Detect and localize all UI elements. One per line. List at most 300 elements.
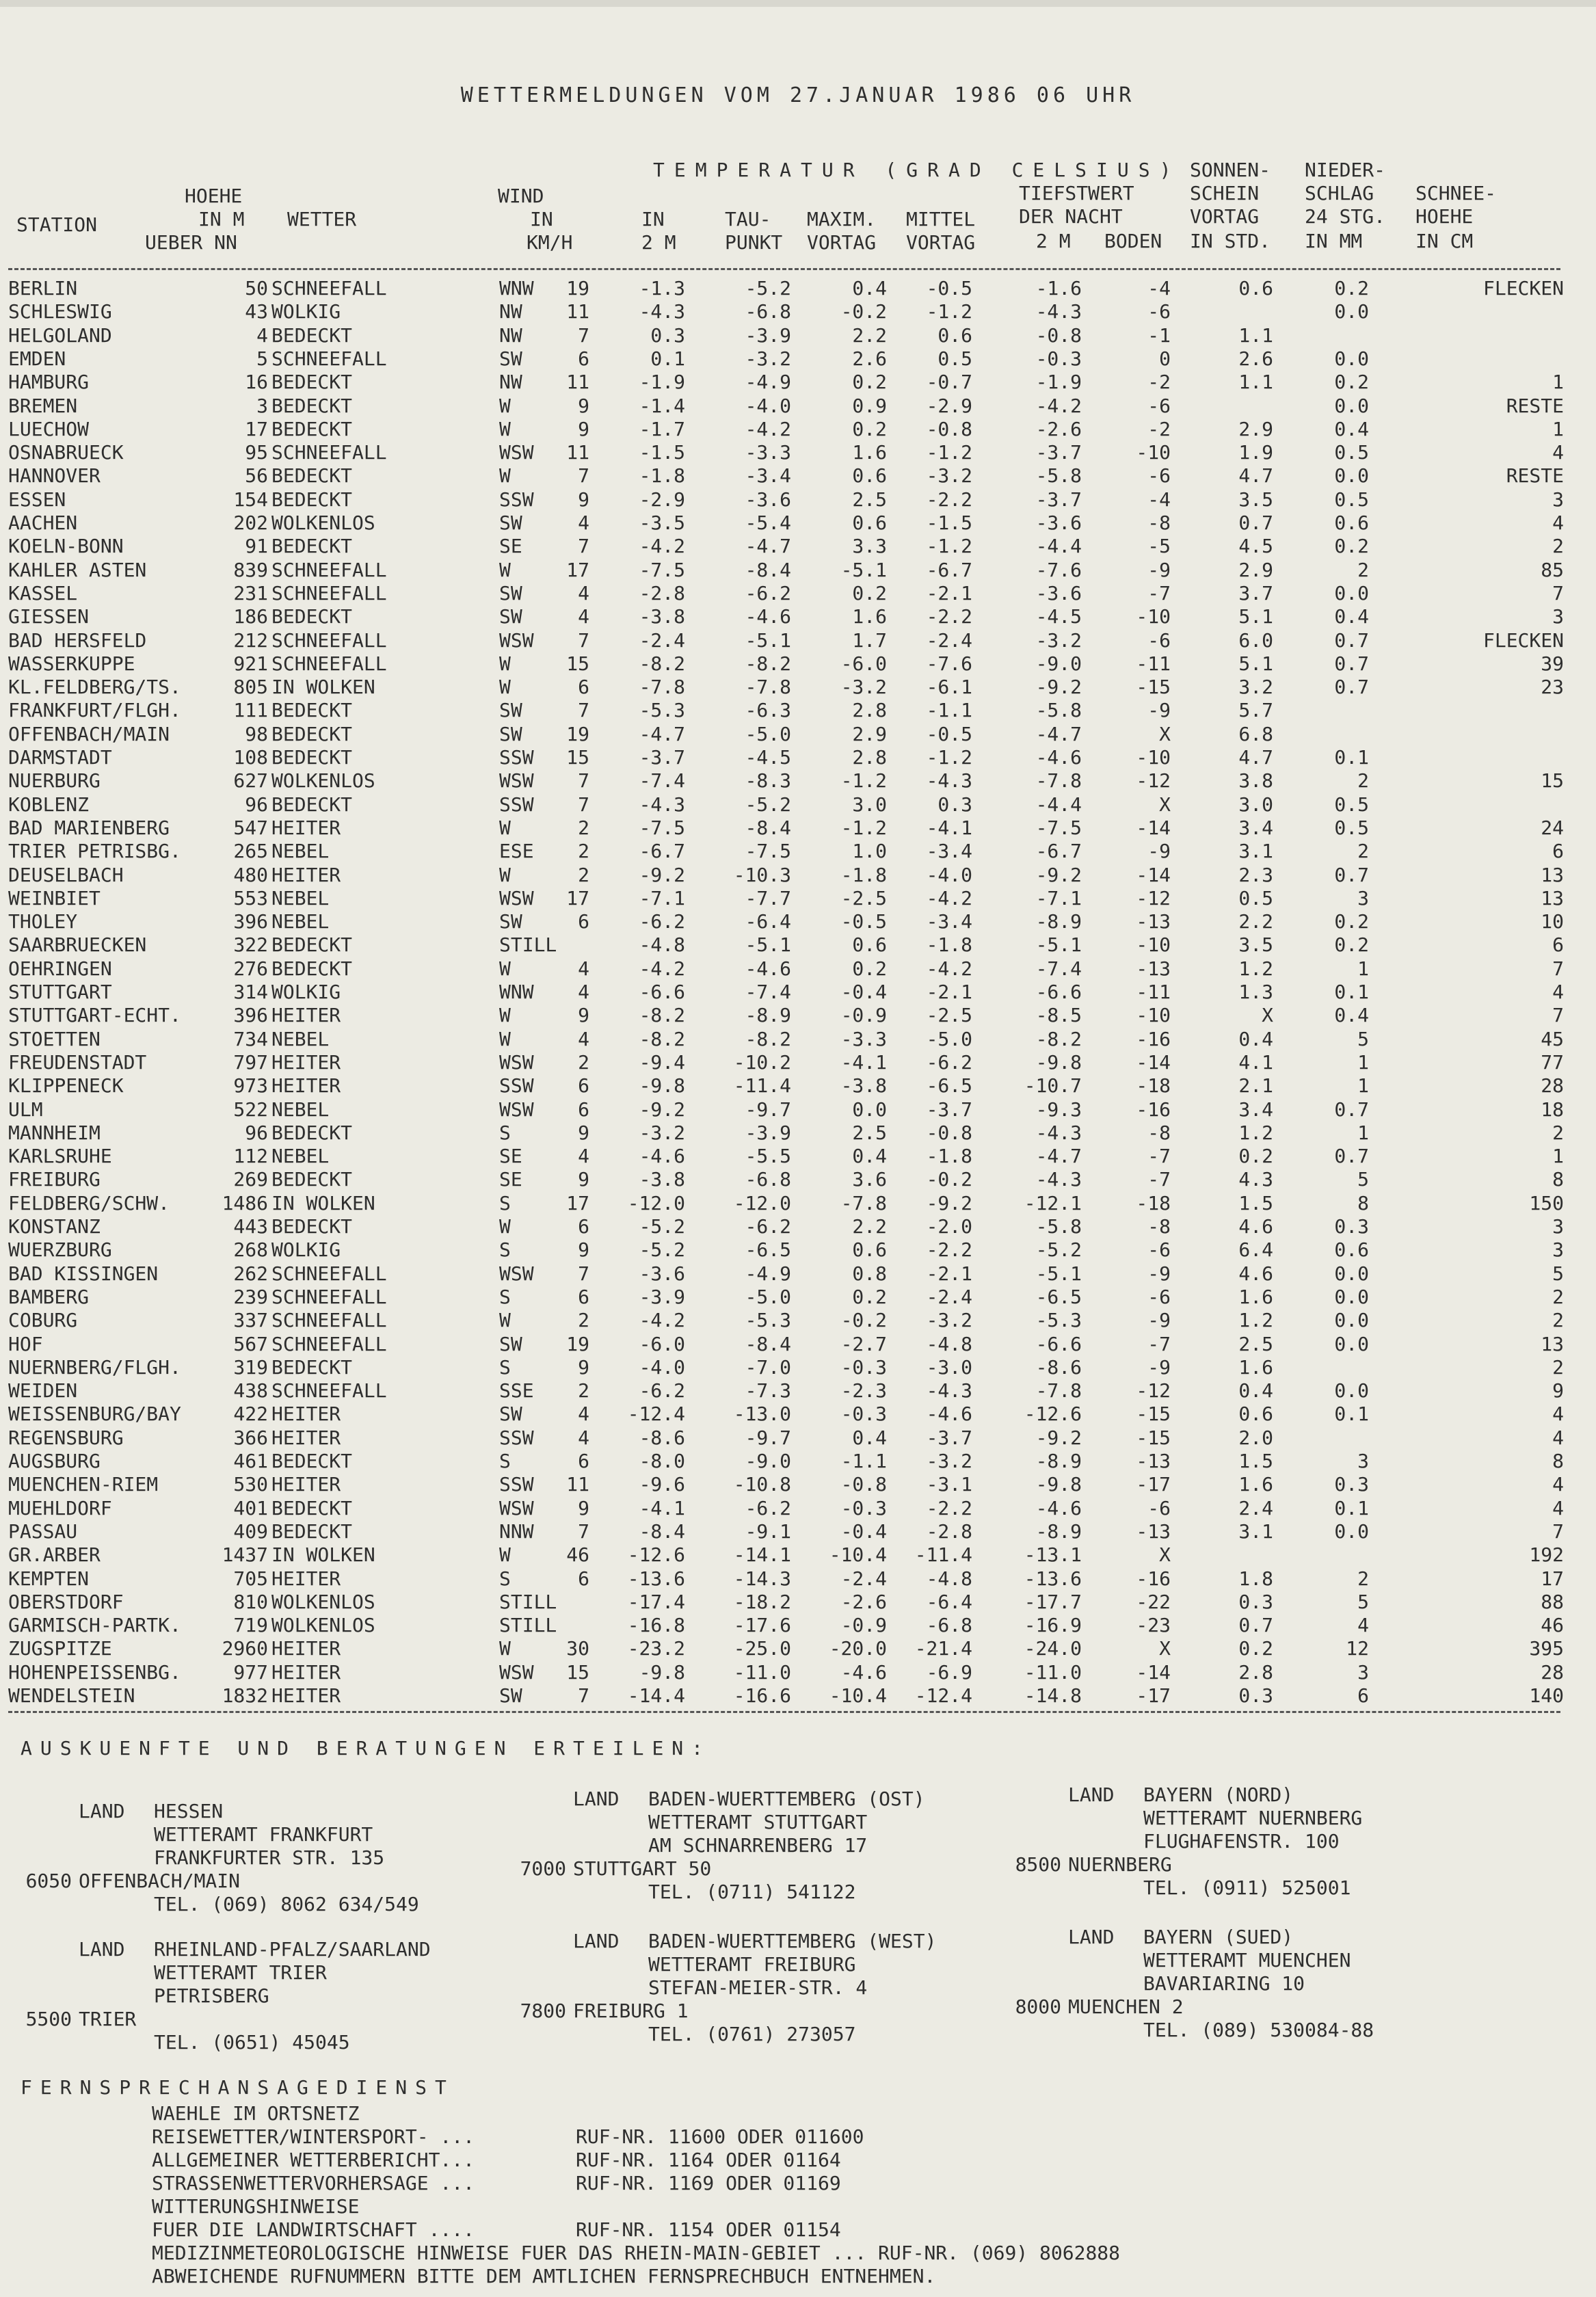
cell-wind-dir: W [499,417,511,440]
cell-mittel: -6.4 [926,1590,972,1613]
cell-schnee: 3 [1552,605,1564,628]
cell-wind-spd: 4 [578,957,589,980]
cell-taupunkt: -11.4 [733,1074,791,1098]
cell-schnee: 1 [1552,1145,1564,1168]
cell-sonne: 3.1 [1238,840,1273,863]
cell-taupunkt: -5.1 [745,628,791,652]
cell-wind-dir: SW [499,699,522,722]
cell-boden: -7 [1147,1168,1171,1191]
cell-station: OEHRINGEN [8,957,112,980]
fernsprech-intro: WAEHLE IM ORTSNETZ [152,2102,360,2125]
cell-wind-spd: 6 [578,1074,589,1098]
cell-station: GIESSEN [8,605,90,628]
service-number: RUF-NR. 11600 ODER 011600 [576,2125,864,2148]
cell-temp2m: -2.9 [639,488,685,511]
cell-hoehe: 239 [233,1285,268,1308]
cell-maxim: 1.6 [852,441,887,464]
cell-boden: -5 [1147,535,1171,558]
cell-temp2m: -3.5 [639,512,685,534]
plz: 8500 [1015,1853,1061,1876]
table-row [8,1145,1564,1168]
cell-maxim: -0.8 [840,1473,887,1496]
cell-taupunkt: -6.5 [745,1238,791,1262]
cell-wetter: SCHNEEFALL [271,1285,387,1308]
cell-wind-spd: 17 [566,1191,589,1214]
cell-sonne: 1.6 [1238,1285,1273,1308]
cell-wind-spd: 6 [578,1098,589,1121]
cell-wind-spd: 7 [578,1684,589,1707]
cell-boden: -10 [1136,605,1171,628]
cell-wind-dir: SSE [499,1379,534,1403]
table-row [8,1332,1564,1356]
cell-nieder: 6 [1357,1684,1369,1707]
header-maxim-1: MAXIM. [807,208,877,230]
cell-taupunkt: -10.2 [733,1050,791,1074]
cell-mittel: -4.8 [926,1332,972,1355]
cell-maxim: 0.9 [852,394,887,417]
cell-tief2m: -8.6 [1035,1355,1082,1379]
cell-tief2m: -4.4 [1035,793,1082,816]
service-label: STRASSENWETTERVORHERSAGE ... [152,2172,475,2194]
cell-station: HANNOVER [8,464,101,488]
header-divider [8,268,1560,270]
cell-tief2m: -7.4 [1035,957,1082,980]
table-row [8,324,1560,347]
cell-wind-dir: STILL [499,933,557,957]
cell-wind-dir: SSW [499,488,534,511]
cell-temp2m: -8.2 [639,1027,685,1050]
cell-hoehe: 17 [245,417,268,440]
cell-temp2m: -4.3 [639,793,685,816]
cell-nieder: 5 [1357,1168,1369,1191]
cell-wind-spd: 17 [566,558,589,581]
cell-boden: -2 [1147,417,1171,440]
table-row [8,1473,1564,1496]
cell-mittel: -4.6 [926,1403,972,1426]
cell-hoehe: 56 [245,464,268,488]
service-number: RUF-NR. 1169 ODER 01169 [576,2172,841,2194]
cell-station: FREUDENSTADT [8,1050,147,1074]
cell-schnee: 45 [1541,1027,1564,1050]
cell-wind-spd: 7 [578,323,589,347]
cell-tief2m: -5.8 [1035,1215,1082,1238]
cell-sonne: 1.5 [1238,1191,1273,1214]
cell-tief2m: -1.6 [1035,277,1082,300]
cell-nieder: 0.2 [1334,277,1369,300]
cell-wind-dir: SW [499,1403,522,1426]
land-label: LAND [79,1938,125,1961]
cell-wetter: HEITER [271,1074,341,1098]
cell-wetter: SCHNEEFALL [271,581,387,605]
cell-mittel: -0.2 [926,1168,972,1191]
cell-temp2m: 0.3 [650,323,685,347]
cell-sonne: 1.6 [1238,1355,1273,1379]
table-row [8,1637,1564,1660]
cell-hoehe: 973 [233,1074,268,1098]
cell-schnee: 4 [1552,1496,1564,1519]
cell-hoehe: 91 [245,535,268,558]
table-row [8,371,1564,394]
cell-boden: X [1159,1543,1171,1567]
land-label: LAND [1068,1926,1115,1948]
cell-wetter: SCHNEEFALL [271,1262,387,1285]
cell-hoehe: 337 [233,1309,268,1332]
cell-maxim: 0.0 [852,1098,887,1121]
cell-wind-spd: 17 [566,886,589,909]
cell-boden: X [1159,1637,1171,1660]
cell-wind-spd: 19 [566,722,589,745]
cell-wind-dir: WSW [499,886,534,909]
cell-hoehe: 231 [233,581,268,605]
cell-mittel: -4.8 [926,1567,972,1590]
cell-schnee: 6 [1552,933,1564,957]
cell-taupunkt: -3.3 [745,441,791,464]
cell-taupunkt: -8.4 [745,816,791,839]
cell-station: MUENCHEN-RIEM [8,1473,159,1496]
cell-station: KLIPPENECK [8,1074,124,1098]
cell-tief2m: -7.1 [1035,886,1082,909]
table-row [8,1379,1564,1403]
ort: FREIBURG 1 [573,2000,689,2022]
cell-boden: 0 [1159,347,1171,370]
cell-mittel: -12.4 [914,1684,972,1707]
cell-station: KAHLER ASTEN [8,558,147,581]
cell-hoehe: 96 [245,793,268,816]
cell-boden: -8 [1147,1215,1171,1238]
cell-wind-spd: 9 [578,488,589,511]
cell-wetter: WOLKENLOS [271,769,375,793]
cell-tief2m: -2.6 [1035,417,1082,440]
cell-temp2m: -4.0 [639,1355,685,1379]
cell-nieder: 0.4 [1334,605,1369,628]
cell-wind-dir: SE [499,1168,522,1191]
cell-wind-dir: W [499,394,511,417]
cell-taupunkt: -12.0 [733,1191,791,1214]
cell-hoehe: 1832 [222,1684,268,1707]
header-nieder-4: IN MM [1305,230,1363,252]
cell-station: COBURG [8,1309,78,1332]
cell-sonne: 1.2 [1238,957,1273,980]
cell-boden: -9 [1147,840,1171,863]
cell-taupunkt: -5.0 [745,1285,791,1308]
cell-wind-spd: 30 [566,1637,589,1660]
cell-station: NUERBURG [8,769,101,793]
service-label: FUER DIE LANDWIRTSCHAFT .... [152,2218,475,2241]
cell-maxim: -0.3 [840,1403,887,1426]
cell-station: STUTTGART-ECHT. [8,1004,181,1027]
cell-boden: -7 [1147,1332,1171,1355]
cell-station: STUTTGART [8,981,112,1003]
cell-sonne: 6.8 [1238,722,1273,745]
cell-mittel: -4.2 [926,886,972,909]
cell-taupunkt: -3.9 [745,1121,791,1144]
cell-taupunkt: -4.6 [745,605,791,628]
cell-boden: -18 [1136,1074,1171,1098]
cell-hoehe: 719 [233,1614,268,1637]
cell-taupunkt: -6.4 [745,910,791,933]
cell-mittel: -2.5 [926,1004,972,1027]
service-number: RUF-NR. 1154 ODER 01154 [576,2218,841,2241]
cell-boden: -13 [1136,910,1171,933]
cell-wind-spd: 9 [578,1355,589,1379]
cell-schnee: 8 [1552,1168,1564,1191]
cell-tief2m: -4.6 [1035,746,1082,769]
cell-wetter: BEDECKT [271,699,353,722]
cell-taupunkt: -5.1 [745,933,791,957]
cell-sonne: 1.2 [1238,1309,1273,1332]
cell-wind-dir: WSW [499,769,534,793]
cell-tief2m: -6.6 [1035,1332,1082,1355]
cell-maxim: 0.2 [852,371,887,394]
cell-schnee: 28 [1541,1660,1564,1684]
cell-hoehe: 627 [233,769,268,793]
cell-mittel: -1.5 [926,512,972,534]
cell-temp2m: -9.2 [639,1098,685,1121]
cell-sonne: 0.4 [1238,1027,1273,1050]
cell-station: ESSEN [8,488,66,511]
telephone: TEL. (0761) 273057 [648,2023,856,2045]
cell-tief2m: -16.9 [1024,1614,1082,1637]
cell-mittel: -2.1 [926,1262,972,1285]
cell-wetter: BEDECKT [271,464,353,488]
cell-maxim: 0.6 [852,933,887,957]
cell-temp2m: -3.9 [639,1285,685,1308]
cell-wind-dir: SW [499,347,522,370]
cell-hoehe: 839 [233,558,268,581]
cell-station: BAD MARIENBERG [8,816,170,839]
cell-nieder: 4 [1357,1614,1369,1637]
page-title: WETTERMELDUNGEN VOM 27.JANUAR 1986 06 UHR [460,83,1136,107]
table-row [8,628,1564,652]
table-row [8,1543,1564,1567]
cell-boden: -12 [1136,1379,1171,1403]
cell-wetter: BEDECKT [271,417,353,440]
cell-temp2m: -4.3 [639,300,685,323]
cell-wind-dir: WSW [499,1262,534,1285]
cell-station: FRANKFURT/FLGH. [8,699,181,722]
cell-temp2m: -1.8 [639,464,685,488]
header-sonne-1: SONNEN- [1190,159,1271,181]
cell-tief2m: -8.2 [1035,1027,1082,1050]
header-maxim-2: VORTAG [807,231,877,254]
cell-schnee: 10 [1541,910,1564,933]
cell-hoehe: 202 [233,512,268,534]
cell-sonne: 4.7 [1238,464,1273,488]
cell-taupunkt: -4.0 [745,394,791,417]
land-name: HESSEN [154,1800,224,1822]
cell-boden: -16 [1136,1027,1171,1050]
cell-maxim: 0.8 [852,1262,887,1285]
cell-hoehe: 1486 [222,1191,268,1214]
table-row [8,1426,1564,1450]
cell-hoehe: 461 [233,1450,268,1472]
cell-taupunkt: -5.2 [745,277,791,300]
cell-wind-spd: 7 [578,793,589,816]
cell-taupunkt: -16.6 [733,1684,791,1707]
cell-taupunkt: -7.0 [745,1355,791,1379]
cell-boden: -12 [1136,886,1171,909]
street: FLUGHAFENSTR. 100 [1143,1830,1340,1853]
telephone: TEL. (0711) 541122 [648,1881,856,1903]
cell-tief2m: -8.9 [1035,1450,1082,1472]
cell-station: WASSERKUPPE [8,652,135,675]
cell-mittel: -0.5 [926,722,972,745]
cell-wind-spd: 7 [578,535,589,558]
header-wind-2: IN [530,208,553,230]
cell-wetter: NEBEL [271,840,330,863]
cell-schnee: 46 [1541,1614,1564,1637]
cell-wind-dir: NW [499,371,522,394]
amt: WETTERAMT MUENCHEN [1143,1949,1351,1971]
cell-sonne: 0.5 [1238,886,1273,909]
cell-maxim: 2.5 [852,1121,887,1144]
cell-wind-dir: STILL [499,1590,557,1613]
cell-nieder: 5 [1357,1590,1369,1613]
cell-wetter: BEDECKT [271,722,353,745]
cell-schnee: FLECKEN [1482,628,1564,652]
cell-maxim: -0.2 [840,300,887,323]
cell-wetter: HEITER [271,1567,341,1590]
cell-station: FREIBURG [8,1168,101,1191]
cell-station: WEINBIET [8,886,101,909]
cell-taupunkt: -6.8 [745,1168,791,1191]
cell-temp2m: -4.2 [639,535,685,558]
table-row [8,816,1564,840]
cell-station: BERLIN [8,277,78,300]
cell-tief2m: -1.9 [1035,371,1082,394]
cell-nieder: 0.5 [1334,441,1369,464]
cell-temp2m: -9.4 [639,1050,685,1074]
land-label: LAND [573,1788,620,1810]
cell-wind-dir: SSW [499,746,534,769]
cell-hoehe: 16 [245,371,268,394]
cell-tief2m: -3.7 [1035,441,1082,464]
cell-sonne: 2.6 [1238,347,1273,370]
cell-sonne: 5.1 [1238,652,1273,675]
table-row [8,1450,1564,1473]
cell-boden: -4 [1147,488,1171,511]
cell-station: STOETTEN [8,1027,101,1050]
cell-wind-spd: 9 [578,1496,589,1519]
cell-taupunkt: -8.2 [745,1027,791,1050]
cell-wind-dir: WSW [499,1496,534,1519]
cell-hoehe: 443 [233,1215,268,1238]
cell-tief2m: -9.0 [1035,652,1082,675]
cell-tief2m: -12.1 [1024,1191,1082,1214]
cell-taupunkt: -3.6 [745,488,791,511]
cell-nieder: 0.0 [1334,1262,1369,1285]
cell-wetter: NEBEL [271,1145,330,1168]
land-label: LAND [573,1930,620,1952]
cell-hoehe: 5 [256,347,268,370]
cell-wind-spd: 11 [566,441,589,464]
cell-station: THOLEY [8,910,78,933]
cell-wetter: BEDECKT [271,323,353,347]
cell-temp2m: -9.8 [639,1660,685,1684]
cell-taupunkt: -9.0 [745,1450,791,1472]
cell-nieder: 8 [1357,1191,1369,1214]
cell-station: KEMPTEN [8,1567,90,1590]
table-row [8,957,1564,981]
cell-wind-dir: WNW [499,277,534,300]
cell-mittel: -2.2 [926,1238,972,1262]
cell-wind-spd: 4 [578,581,589,605]
cell-nieder: 0.0 [1334,1309,1369,1332]
cell-boden: -6 [1147,464,1171,488]
cell-maxim: -3.3 [840,1027,887,1050]
cell-schnee: 15 [1541,769,1564,793]
cell-hoehe: 705 [233,1567,268,1590]
cell-sonne: 4.6 [1238,1215,1273,1238]
cell-schnee: 3 [1552,1215,1564,1238]
cell-maxim: -2.7 [840,1332,887,1355]
cell-wetter: BEDECKT [271,1121,353,1144]
cell-hoehe: 921 [233,652,268,675]
cell-mittel: -9.2 [926,1191,972,1214]
cell-wind-spd: 9 [578,1004,589,1027]
cell-taupunkt: -4.5 [745,746,791,769]
cell-boden: -9 [1147,1262,1171,1285]
cell-wind-dir: W [499,464,511,488]
cell-boden: -11 [1136,652,1171,675]
cell-maxim: 2.6 [852,347,887,370]
cell-wetter: SCHNEEFALL [271,277,387,300]
telephone: TEL. (0911) 525001 [1143,1876,1351,1899]
cell-tief2m: -4.7 [1035,722,1082,745]
plz: 5500 [25,2008,72,2030]
service-line-medizin: MEDIZINMETEOROLOGISCHE HINWEISE FUER DAS RHEIN-MAIN-GEBIET ... RUF-NR. (069) 8062888 [152,2242,1121,2264]
cell-nieder: 5 [1357,1027,1369,1050]
cell-wind-dir: S [499,1191,511,1214]
cell-maxim: 1.6 [852,605,887,628]
cell-mittel: -0.8 [926,1121,972,1144]
table-row [8,1684,1564,1708]
cell-nieder: 3 [1357,886,1369,909]
cell-maxim: 0.2 [852,417,887,440]
cell-nieder: 0.2 [1334,910,1369,933]
cell-station: NUERNBERG/FLGH. [8,1355,181,1379]
header-nieder-3: 24 STG. [1305,205,1386,228]
cell-wind-spd: 6 [578,1567,589,1590]
cell-tief2m: -5.3 [1035,1309,1082,1332]
cell-maxim: 0.2 [852,1285,887,1308]
cell-boden: -6 [1147,1285,1171,1308]
cell-temp2m: -6.2 [639,1379,685,1403]
cell-schnee: 395 [1529,1637,1564,1660]
cell-mittel: -1.2 [926,441,972,464]
cell-wind-dir: W [499,1027,511,1050]
cell-schnee: 7 [1552,1519,1564,1543]
cell-wind-dir: SW [499,722,522,745]
cell-wind-spd: 4 [578,1426,589,1449]
cell-wind-spd: 6 [578,347,589,370]
cell-nieder: 2 [1357,840,1369,863]
cell-schnee: 4 [1552,981,1564,1003]
table-row [8,1098,1564,1121]
cell-mittel: -1.1 [926,699,972,722]
cell-hoehe: 734 [233,1027,268,1050]
cell-maxim: 2.5 [852,488,887,511]
cell-hoehe: 322 [233,933,268,957]
cell-wind-spd: 4 [578,981,589,1003]
cell-hoehe: 366 [233,1426,268,1449]
cell-maxim: -0.5 [840,910,887,933]
cell-wind-spd: 6 [578,910,589,933]
cell-boden: -8 [1147,512,1171,534]
cell-boden: -16 [1136,1567,1171,1590]
cell-temp2m: -7.4 [639,769,685,793]
cell-station: BAD KISSINGEN [8,1262,159,1285]
